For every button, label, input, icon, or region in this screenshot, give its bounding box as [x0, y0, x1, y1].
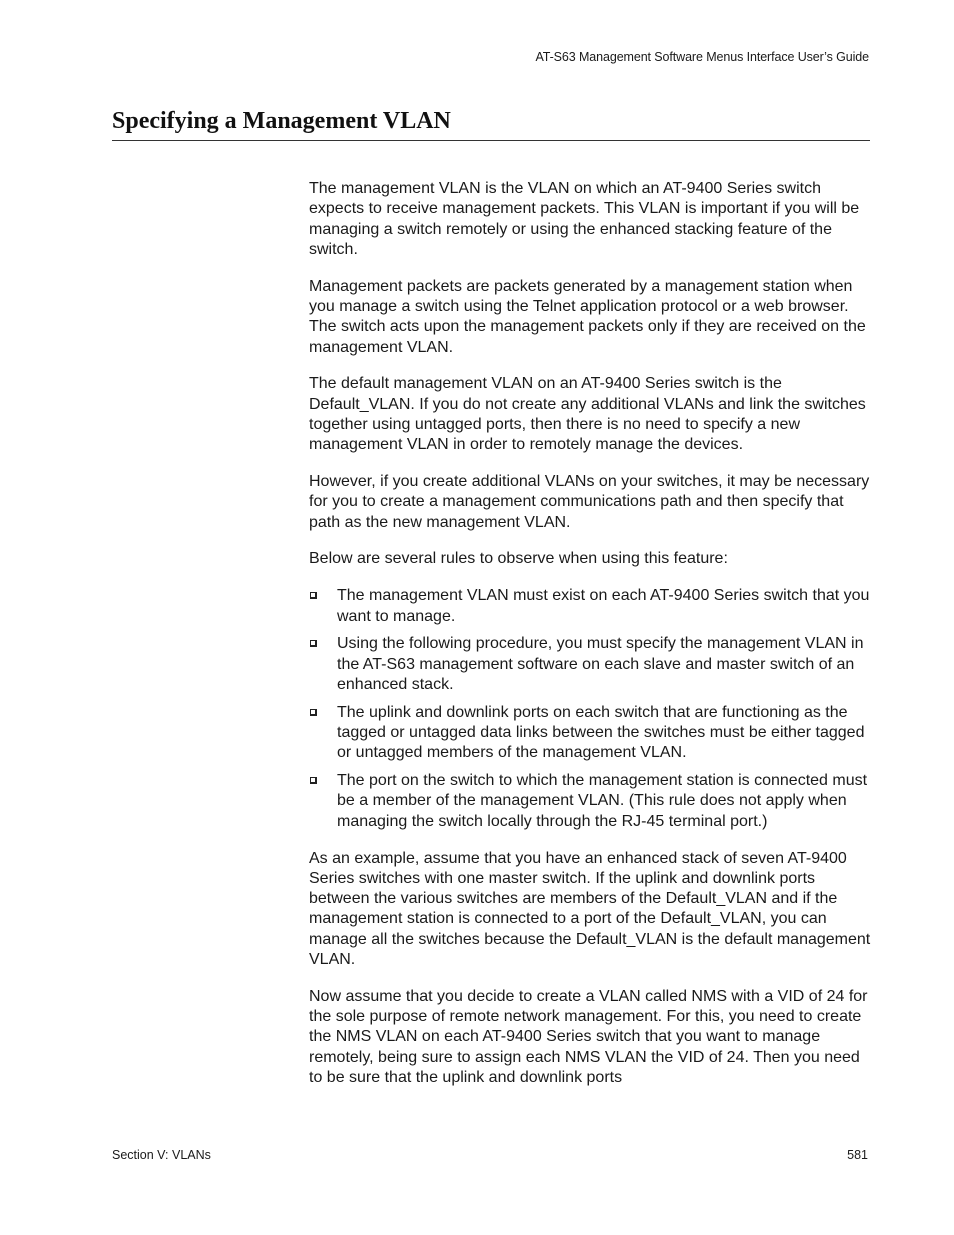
paragraph: Below are several rules to observe when using this feature:	[309, 550, 728, 568]
list-item-text: The port on the switch to which the management station is connected must be a member of the management VLAN. (This rule does not apply when managing the switch locally through the RJ-45 terminal port.)	[337, 772, 868, 830]
paragraph: Now assume that you decide to create a VLAN called NMS with a VID of 24 for the sole purpose of remote network management. For this, you need to create the NMS VLAN on each AT-9400 Series switch that you want to manage remotely, being sure to assign each NMS VLAN the VID of 24. Then you need to be sure that the uplink and downlink ports	[309, 987, 868, 1086]
list-item	[309, 771, 871, 832]
footer-section: Section V: VLANs	[112, 1148, 211, 1162]
body-column	[309, 179, 871, 1105]
paragraph: As an example, assume that you have an enhanced stack of seven AT-9400 Series switches with one master switch. If the uplink and downlink ports between the various switches are members of the Default_VLAN and if the management station is connected to a port of the Default_VLAN, you can manage all the switches because the Default_VLAN is the default management VLAN.	[309, 849, 871, 968]
title-rule	[112, 140, 870, 141]
list-item	[309, 586, 871, 627]
section-title: Specifying a Management VLAN	[112, 108, 451, 134]
list-item	[309, 634, 871, 695]
paragraph: Management packets are packets generated by a management station when you manage a switch using the Telnet application protocol or a web browser. The switch acts upon the management packets only if they are received on the management VLAN.	[309, 277, 866, 356]
list-item-text: The uplink and downlink ports on each switch that are functioning as the tagged or untagged data links between the switches must be either tagged or untagged members of the management VLAN.	[337, 703, 865, 762]
running-header: AT-S63 Management Software Menus Interface User’s Guide	[535, 50, 869, 64]
list-item	[309, 703, 871, 764]
checkbox-bullet-icon	[310, 592, 317, 599]
paragraph: However, if you create additional VLANs on your switches, it may be necessary for you to create a management communications path and then specify that path as the new management VLAN.	[309, 473, 870, 531]
rules-list	[309, 586, 871, 832]
checkbox-bullet-icon	[310, 709, 317, 716]
paragraph: The default management VLAN on an AT-9400 Series switch is the Default_VLAN. If you do not create any additional VLANs and link the switches together using untagged ports, then there is no need to specify a new management VLAN in order to remotely manage the devices.	[309, 375, 866, 454]
checkbox-bullet-icon	[310, 640, 317, 647]
paragraph: The management VLAN is the VLAN on which an AT-9400 Series switch expects to receive management packets. This VLAN is important if you will be managing a switch remotely or using the enhanced stacking feature of the switch.	[309, 180, 860, 258]
list-item-text: The management VLAN must exist on each AT-9400 Series switch that you want to manage.	[337, 587, 870, 625]
list-item-text: Using the following procedure, you must specify the management VLAN in the AT-S63 management software on each slave and master switch of an enhanced stack.	[337, 635, 864, 693]
page-number: 581	[847, 1148, 868, 1162]
checkbox-bullet-icon	[310, 777, 317, 784]
